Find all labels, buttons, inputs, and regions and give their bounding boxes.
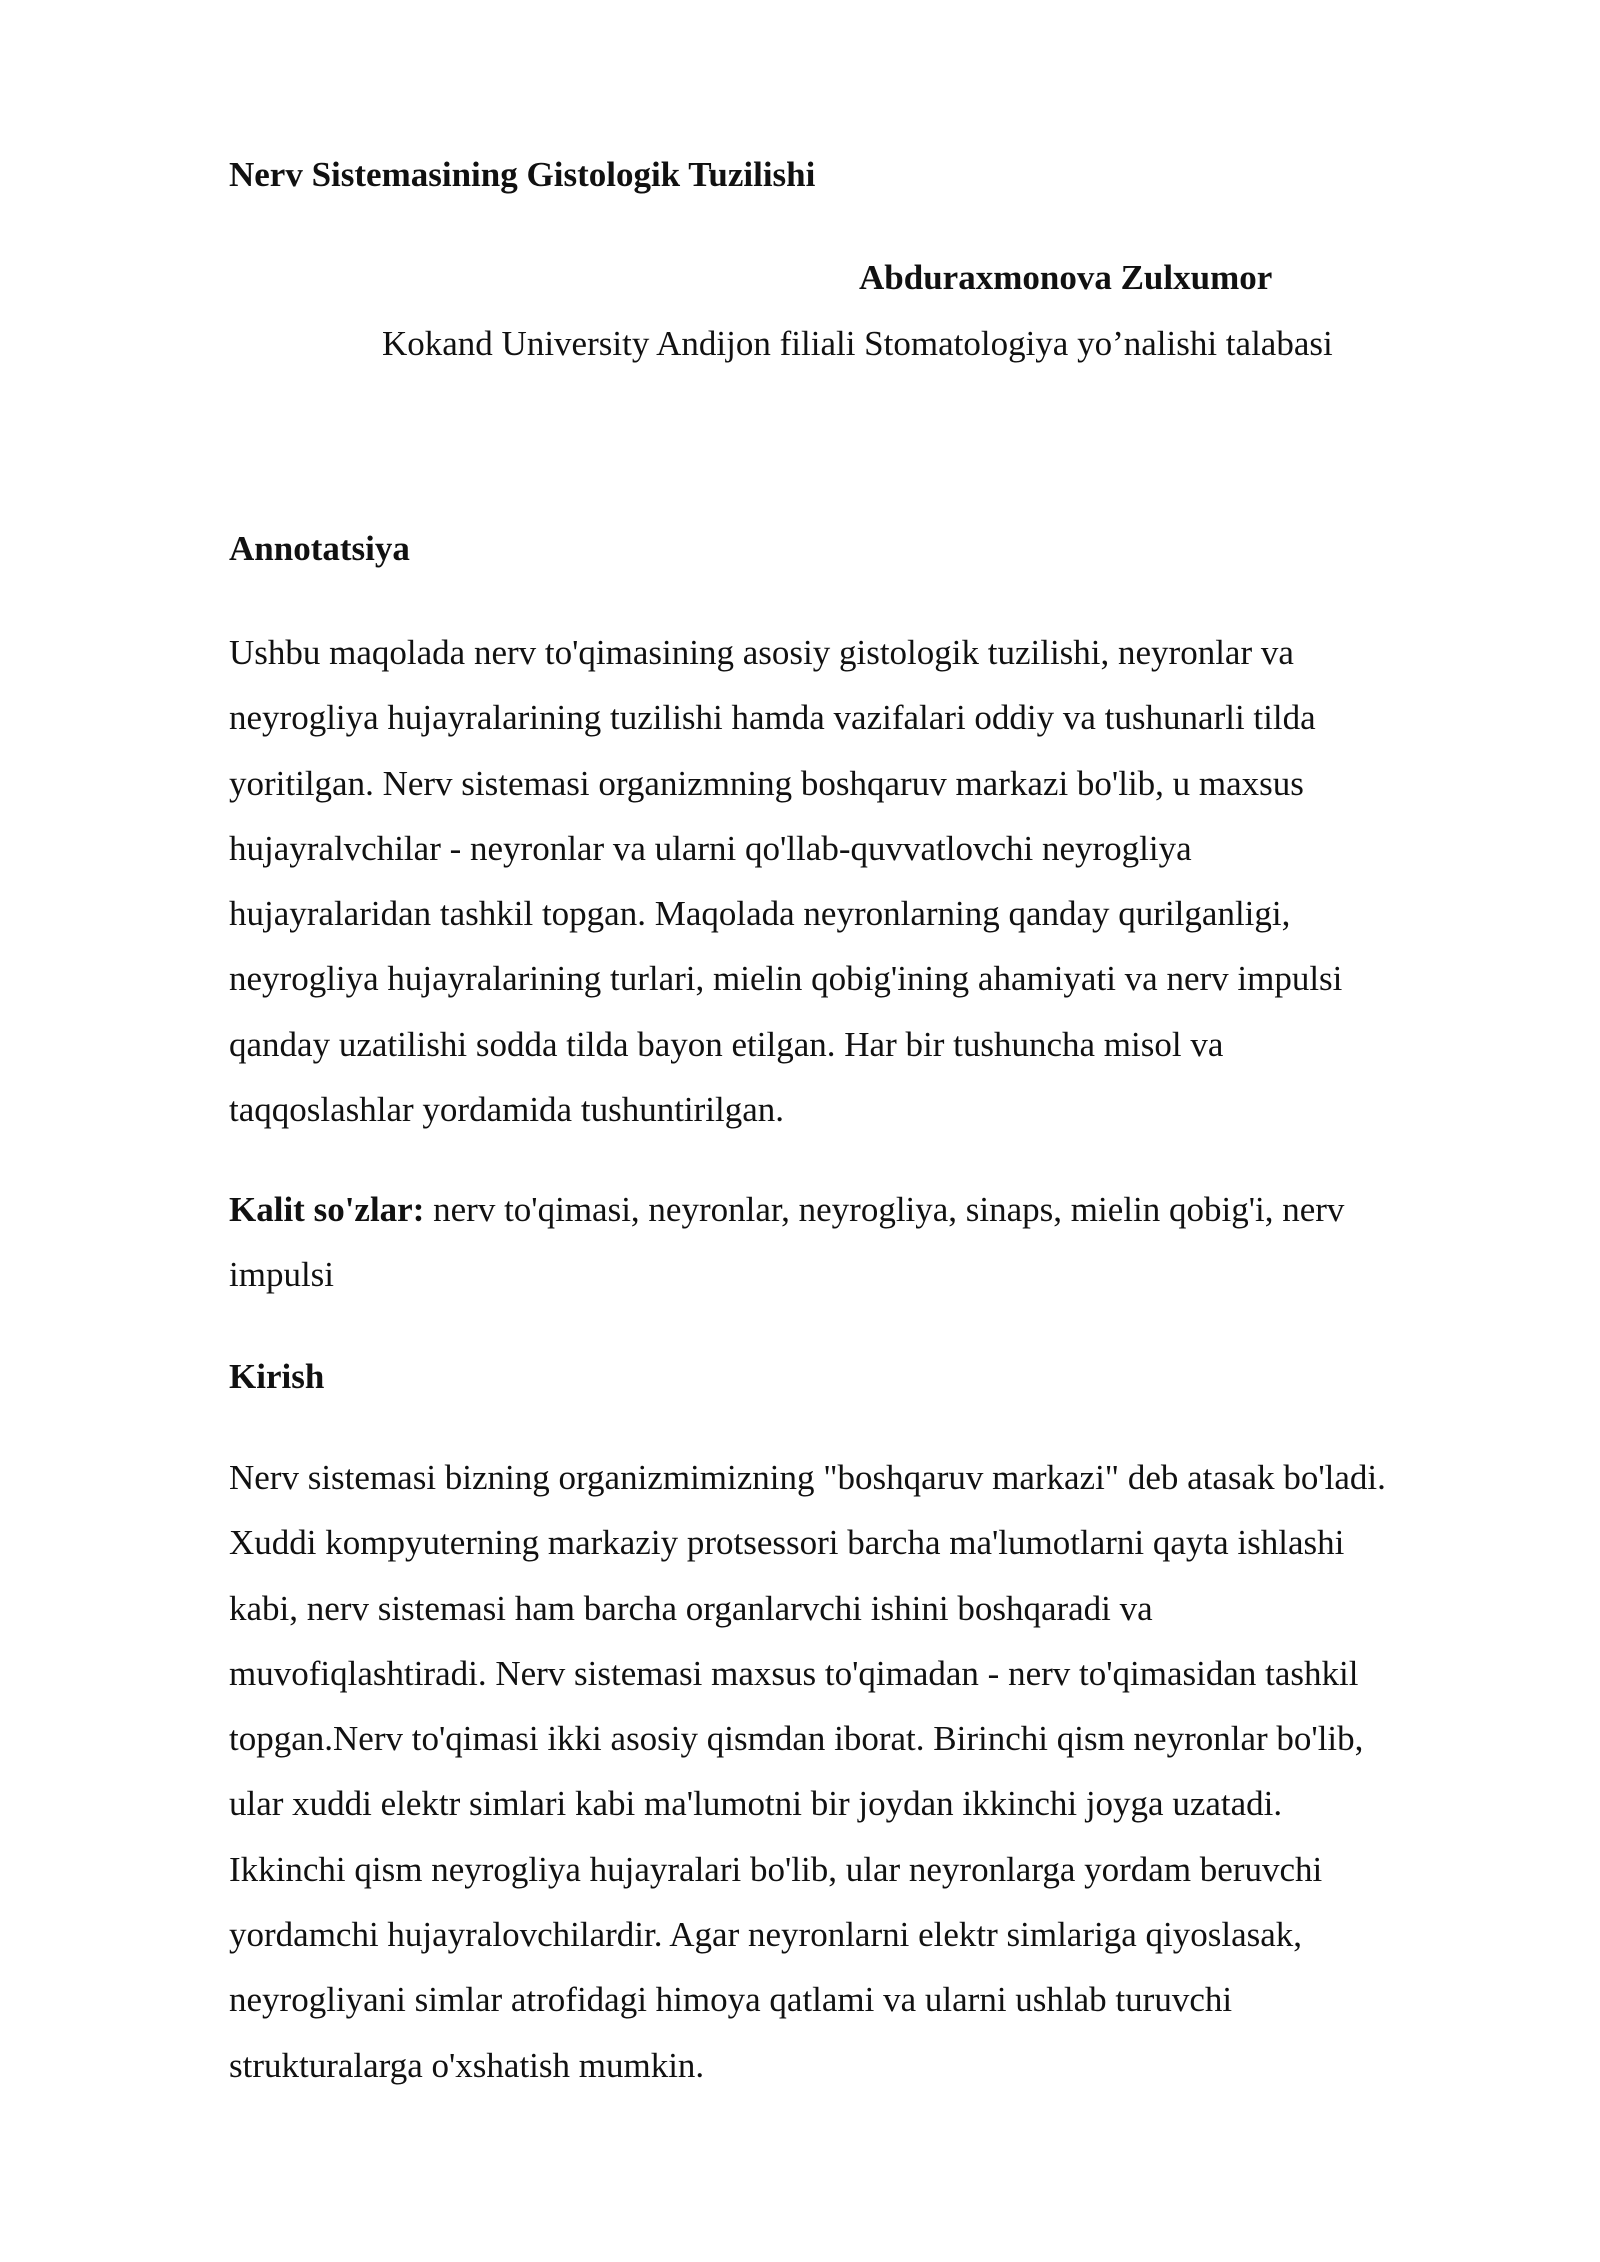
annotation-line: hujayralaridan tashkil topgan. Maqolada neyronlarning qanday qurilganligi, bbox=[229, 894, 1291, 934]
introduction-line: strukturalarga o'xshatish mumkin. bbox=[229, 2045, 705, 2085]
introduction-heading: Kirish bbox=[229, 1357, 325, 1396]
keywords-label: Kalit so'zlar: bbox=[229, 1190, 425, 1229]
introduction-line: Nerv sistemasi bizning organizmimizning "boshqaruv markazi" deb atasak bo'ladi. bbox=[229, 1458, 1386, 1497]
introduction-line: yordamchi hujayralovchilardir. Agar neyronlarni elektr simlariga qiyoslasak, bbox=[229, 1915, 1303, 1955]
annotation-paragraph bbox=[229, 620, 1489, 1142]
introduction-line: muvofiqlashtiradi. Nerv sistemasi maxsus to'qimadan - nerv to'qimasidan tashkil bbox=[229, 1653, 1359, 1693]
keywords-line-continued: impulsi bbox=[229, 1255, 335, 1295]
introduction-line: Ikkinchi qism neyrogliya hujayralari bo'lib, ular neyronlarga yordam beruvchi bbox=[229, 1849, 1323, 1889]
introduction-line: Xuddi kompyuterning markaziy protsessori barcha ma'lumotlarni qayta ishlashi bbox=[229, 1523, 1345, 1563]
author-name: Abduraxmonova Zulxumor bbox=[859, 258, 1273, 297]
paper-title: Nerv Sistemasining Gistologik Tuzilishi bbox=[229, 155, 816, 194]
introduction-paragraph bbox=[229, 1445, 1489, 2098]
introduction-line: topgan.Nerv to'qimasi ikki asosiy qismdan iborat. Birinchi qism neyronlar bo'lib, bbox=[229, 1719, 1364, 1759]
keywords-paragraph bbox=[229, 1177, 1489, 1308]
annotation-line: taqqoslashlar yordamida tushuntirilgan. bbox=[229, 1090, 785, 1130]
author-affiliation: Kokand University Andijon filiali Stomatologiya yo’nalishi talabasi bbox=[382, 324, 1333, 363]
annotation-line: neyrogliya hujayralarining tuzilishi hamda vazifalari oddiy va tushunarli tilda bbox=[229, 698, 1316, 738]
annotation-heading: Annotatsiya bbox=[229, 529, 410, 568]
annotation-line: neyrogliya hujayralarining turlari, mielin qobig'ining ahamiyati va nerv impulsi bbox=[229, 959, 1343, 999]
keywords-line bbox=[229, 1177, 1489, 1242]
introduction-line: neyrogliyani simlar atrofidagi himoya qatlami va ularni ushlab turuvchi bbox=[229, 1980, 1233, 2020]
annotation-line: yoritilgan. Nerv sistemasi organizmning boshqaruv markazi bo'lib, u maxsus bbox=[229, 763, 1304, 803]
keywords-list: nerv to'qimasi, neyronlar, neyrogliya, sinaps, mielin qobig'i, nerv bbox=[424, 1190, 1345, 1229]
introduction-line: ular xuddi elektr simlari kabi ma'lumotni bir joydan ikkinchi joyga uzatadi. bbox=[229, 1784, 1283, 1824]
annotation-line: hujayralvchilar - neyronlar va ularni qo'llab-quvvatlovchi neyrogliya bbox=[229, 828, 1192, 868]
annotation-line: Ushbu maqolada nerv to'qimasining asosiy gistologik tuzilishi, neyronlar va bbox=[229, 633, 1294, 672]
introduction-line: kabi, nerv sistemasi ham barcha organlarvchi ishini boshqaradi va bbox=[229, 1588, 1153, 1628]
annotation-line: qanday uzatilishi sodda tilda bayon etilgan. Har bir tushuncha misol va bbox=[229, 1024, 1224, 1064]
